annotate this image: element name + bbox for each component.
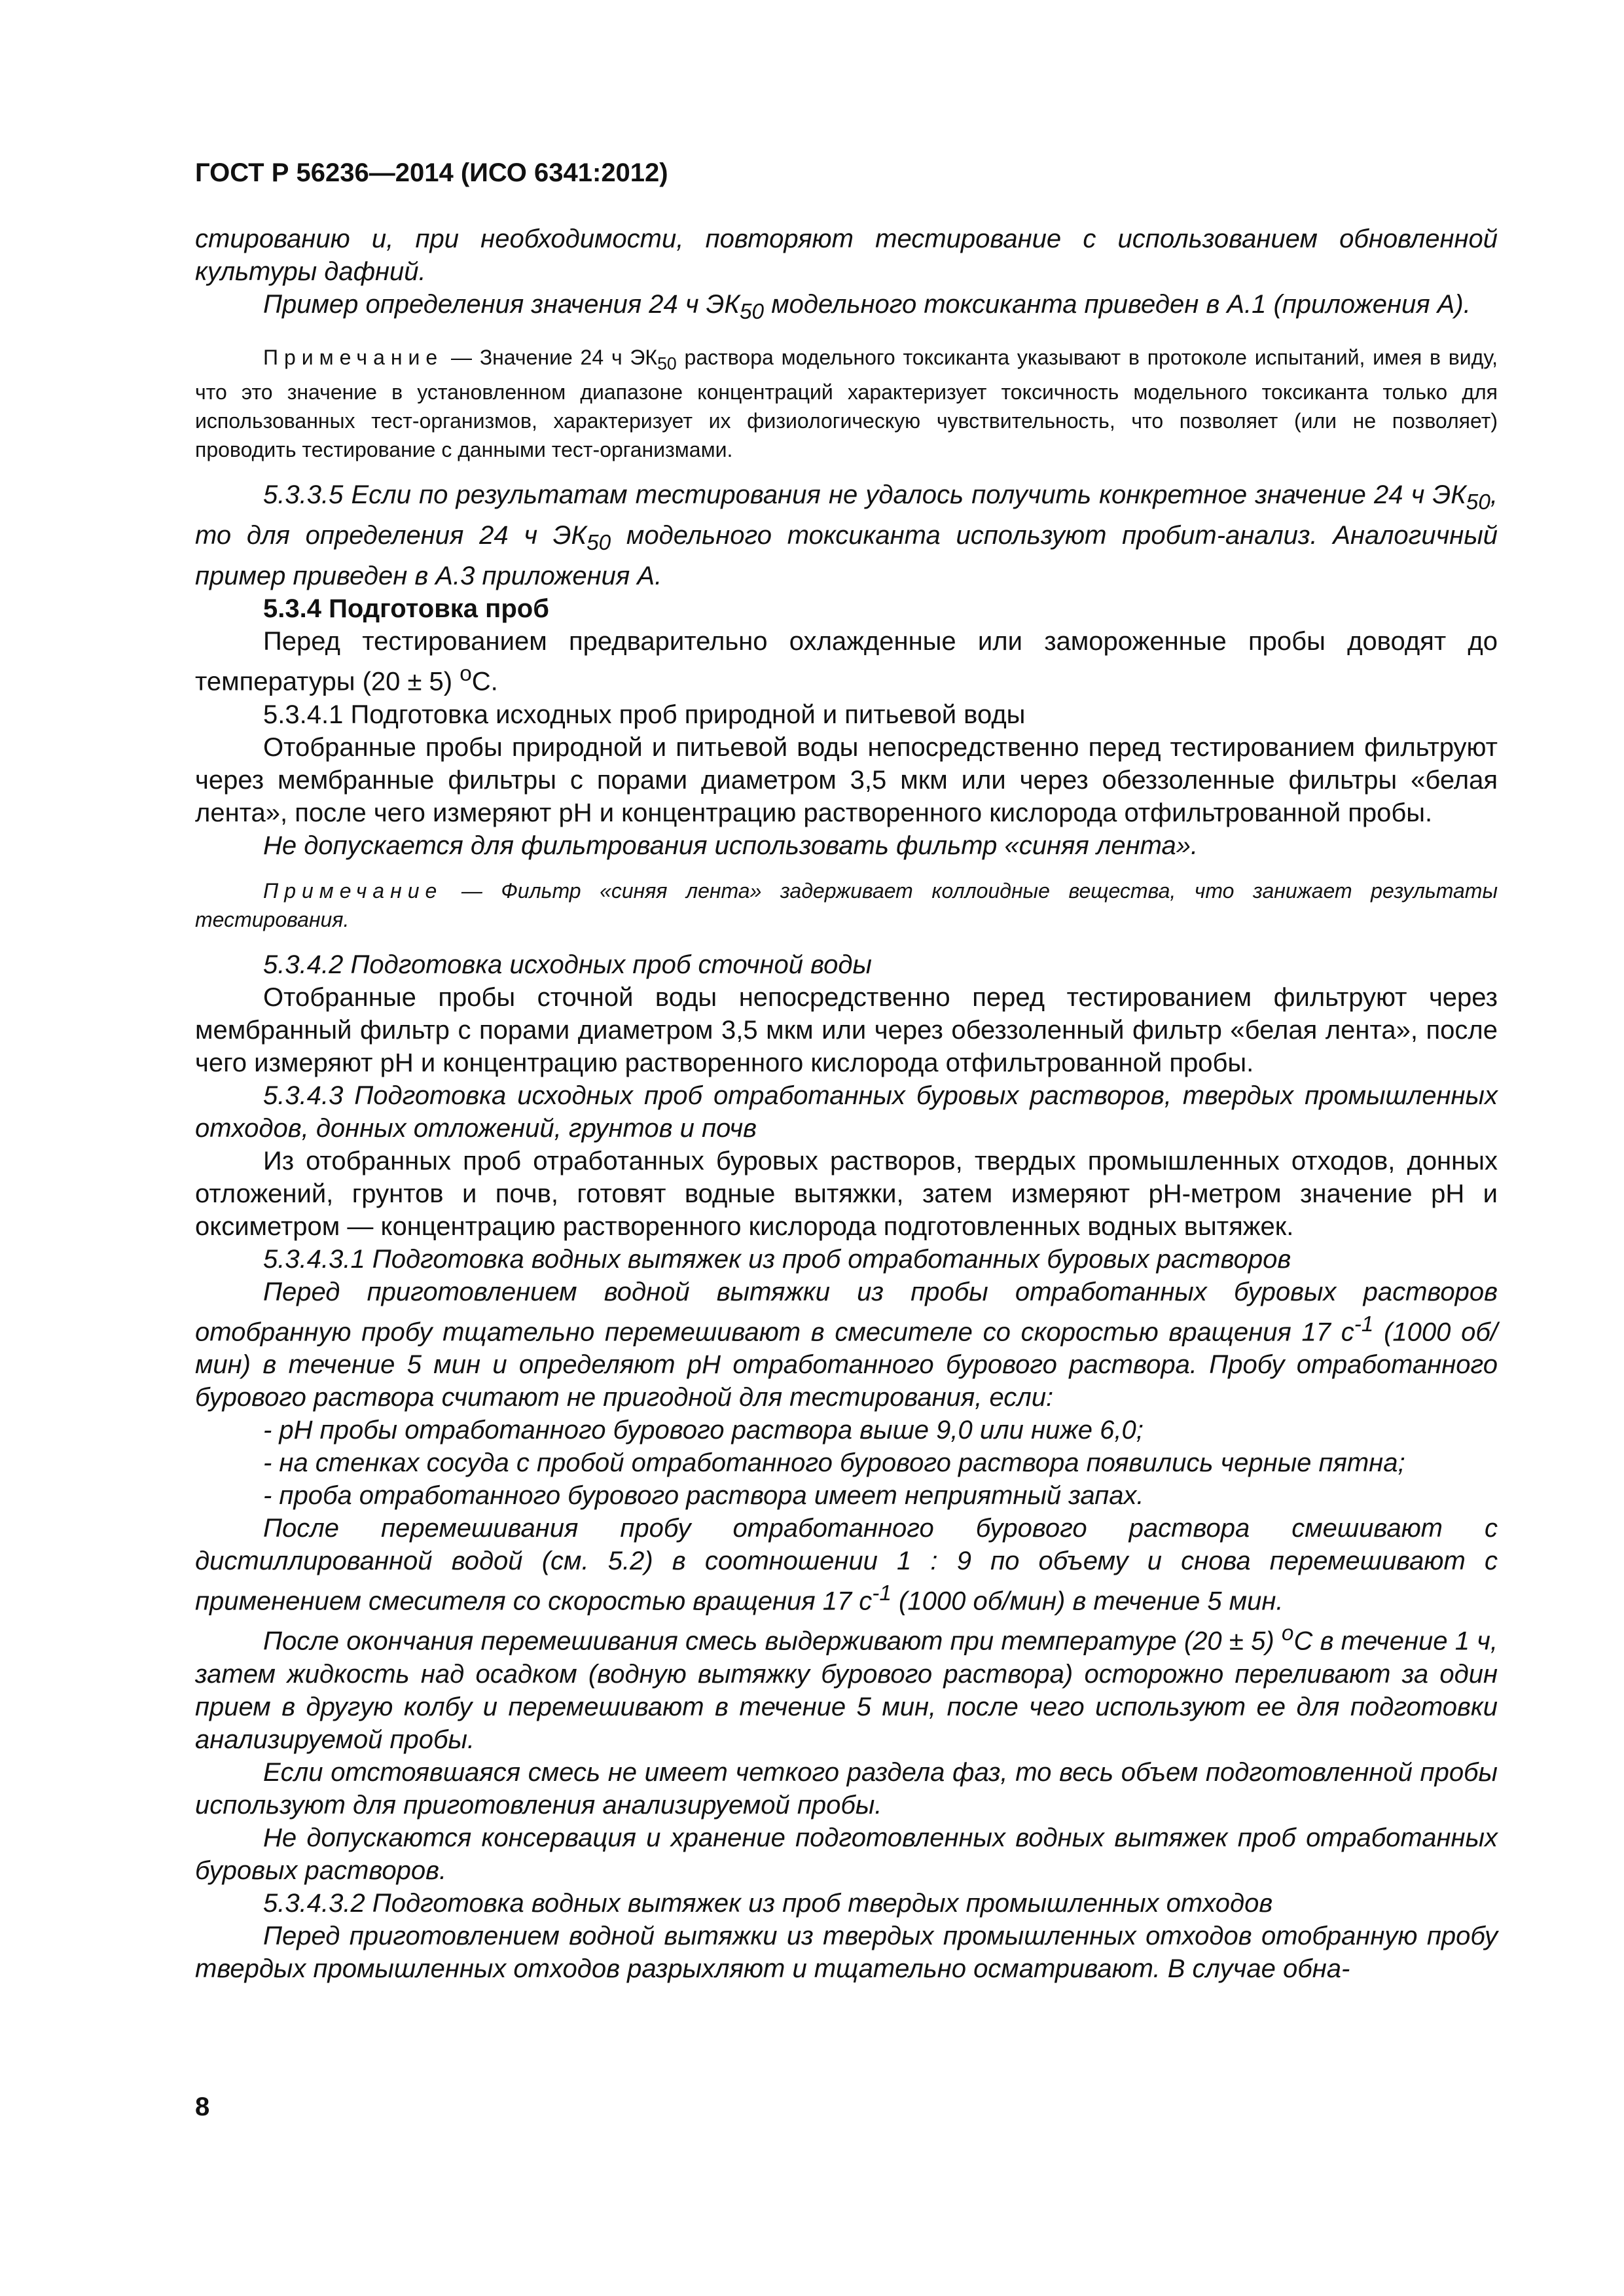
note-2: Примечание — Фильтр «синяя лента» задерживает коллоидные вещества, что занижает результаты тестирования.	[195, 878, 1498, 931]
paragraph-5-3-4-1: Отобранные пробы природной и питьевой воды непосредственно перед тестированием фильтруют через мембранные фильтры с порами диаметром 3,5 мкм или через обеззоленные фильтры «белая лента», после чего измеряют рН и концентрацию растворенного кислорода отфильтрованной пробы.	[195, 732, 1498, 827]
paragraph-example: Пример определения значения 24 ч $ЭК_{50}$ модельного токсиканта приведен в А.1 (приложения А).	[263, 290, 1471, 324]
heading-5-3-4-3: 5.3.4.3 Подготовка исходных проб отработанных буровых растворов, твердых промышленных отходов, донных отложений, грунтов и почв	[195, 1081, 1498, 1143]
heading-5-3-4-3-2: 5.3.4.3.2 Подготовка водных вытяжек из проб твердых промышленных отходов	[263, 1888, 1273, 1918]
heading-5-3-4-3-1: 5.3.4.3.1 Подготовка водных вытяжек из проб отработанных буровых растворов	[263, 1244, 1291, 1274]
paragraph-after-mixing: После перемешивания пробу отработанного бурового раствора смешивают с дистиллированной водой (см. 5.2) в соотношении 1 : 9 по объему и снова перемешивают с применением смесителя со скоростью вращения 17 $с^{-1}$ (1000 об/мин) в течение 5 мин.	[195, 1514, 1498, 1616]
list-item-2: - на стенках сосуда с пробой отработанного бурового раствора появились черные пятна;	[263, 1448, 1405, 1478]
paragraph-continuation: стированию и, при необходимости, повторяют тестирование с использованием обновленной культуры дафний.	[195, 224, 1498, 286]
note-1: Примечание — Значение 24 ч $ЭК_{50}$ раствора модельного токсиканта указывают в протоколе испытаний, имея в виду, что это значение в установленном диапазоне концентраций характеризует токсичность модельного токсиканта только для использованных тест-организмов, характеризует их физиологическую чувствительность, что позволяет (или не позволяет) проводить тестирование с данными тест-организмами.	[195, 346, 1498, 462]
list-item-1: - рН пробы отработанного бурового раствора выше 9,0 или ниже 6,0;	[263, 1416, 1144, 1445]
page-content	[195, 157, 1498, 1985]
list-item-3: - проба отработанного бурового раствора имеет неприятный запах.	[263, 1481, 1144, 1511]
page-number: 8	[195, 2092, 210, 2121]
paragraph-prohibition: Не допускается для фильтрования использовать фильтр «синяя лента».	[263, 831, 1199, 860]
paragraph-5-3-4-2: Отобранные пробы сточной воды непосредственно перед тестированием фильтруют через мембранный фильтр с порами диаметром 3,5 мкм или через обеззоленный фильтр «белая лента», после чего измеряют рН и концентрацию растворенного кислорода отфильтрованной пробы.	[195, 982, 1498, 1077]
heading-5-3-4-1: 5.3.4.1 Подготовка исходных проб природной и питьевой воды	[263, 700, 1026, 729]
section-heading-5-3-4: 5.3.4 Подготовка проб	[263, 594, 549, 624]
heading-5-3-4-2: 5.3.4.2 Подготовка исходных проб сточной воды	[263, 950, 872, 979]
document-header: ГОСТ Р 56236—2014 (ИСО 6341:2012)	[195, 158, 668, 187]
paragraph-temperature: Перед тестированием предварительно охлажденные или замороженные пробы доводят до температуры (20 ± 5) $^о$С.	[195, 627, 1498, 696]
paragraph-5-3-4-3: Из отобранных проб отработанных буровых растворов, твердых промышленных отходов, донных отложений, грунтов и почв, готовят водные вытяжки, затем измеряют рН-метром значение рН и оксиметром — концентрацию растворенного кислорода подготовленных водных вытяжек.	[195, 1146, 1498, 1241]
paragraph-storage: Не допускаются консервация и хранение подготовленных водных вытяжек проб отработанных буровых растворов.	[195, 1823, 1498, 1885]
paragraph-settling: После окончания перемешивания смесь выдерживают при температуре (20 ± 5) $^о$С в течение 1 ч, затем жидкость над осадком (водную вытяжку бурового раствора) осторожно переливают за один прием в другую колбу и перемешивают в течение 5 мин, после чего используют ее для подготовки анализируемой пробы.	[195, 1621, 1498, 1754]
paragraph-5-3-4-3-2: Перед приготовлением водной вытяжки из твердых промышленных отходов отобранную пробу твердых промышленных отходов разрыхляют и тщательно осматривают. В случае обна-	[195, 1921, 1498, 1983]
paragraph-phase: Если отстоявшаяся смесь не имеет четкого раздела фаз, то весь объем подготовленной пробы используют для приготовления анализируемой пробы.	[195, 1757, 1498, 1820]
clause-5-3-3-5: 5.3.3.5 Если по результатам тестирования не удалось получить конкретное значение 24 ч $ЭК_{50}$, то для определения 24 ч $ЭК_{50}$ модельного токсиканта используют пробит-анализ. Аналогичный пример приведен в А.3 приложения А.	[195, 480, 1498, 591]
paragraph-mixing: Перед приготовлением водной вытяжки из пробы отработанных буровых растворов отобранную пробу тщательно перемешивают в смесителе со скоростью вращения 17 $с^{-1}$ (1000 об/мин) в течение 5 мин и определяют рН отработанного бурового раствора. Пробу отработанного бурового раствора считают не пригодной для тестирования, если:	[195, 1277, 1498, 1412]
